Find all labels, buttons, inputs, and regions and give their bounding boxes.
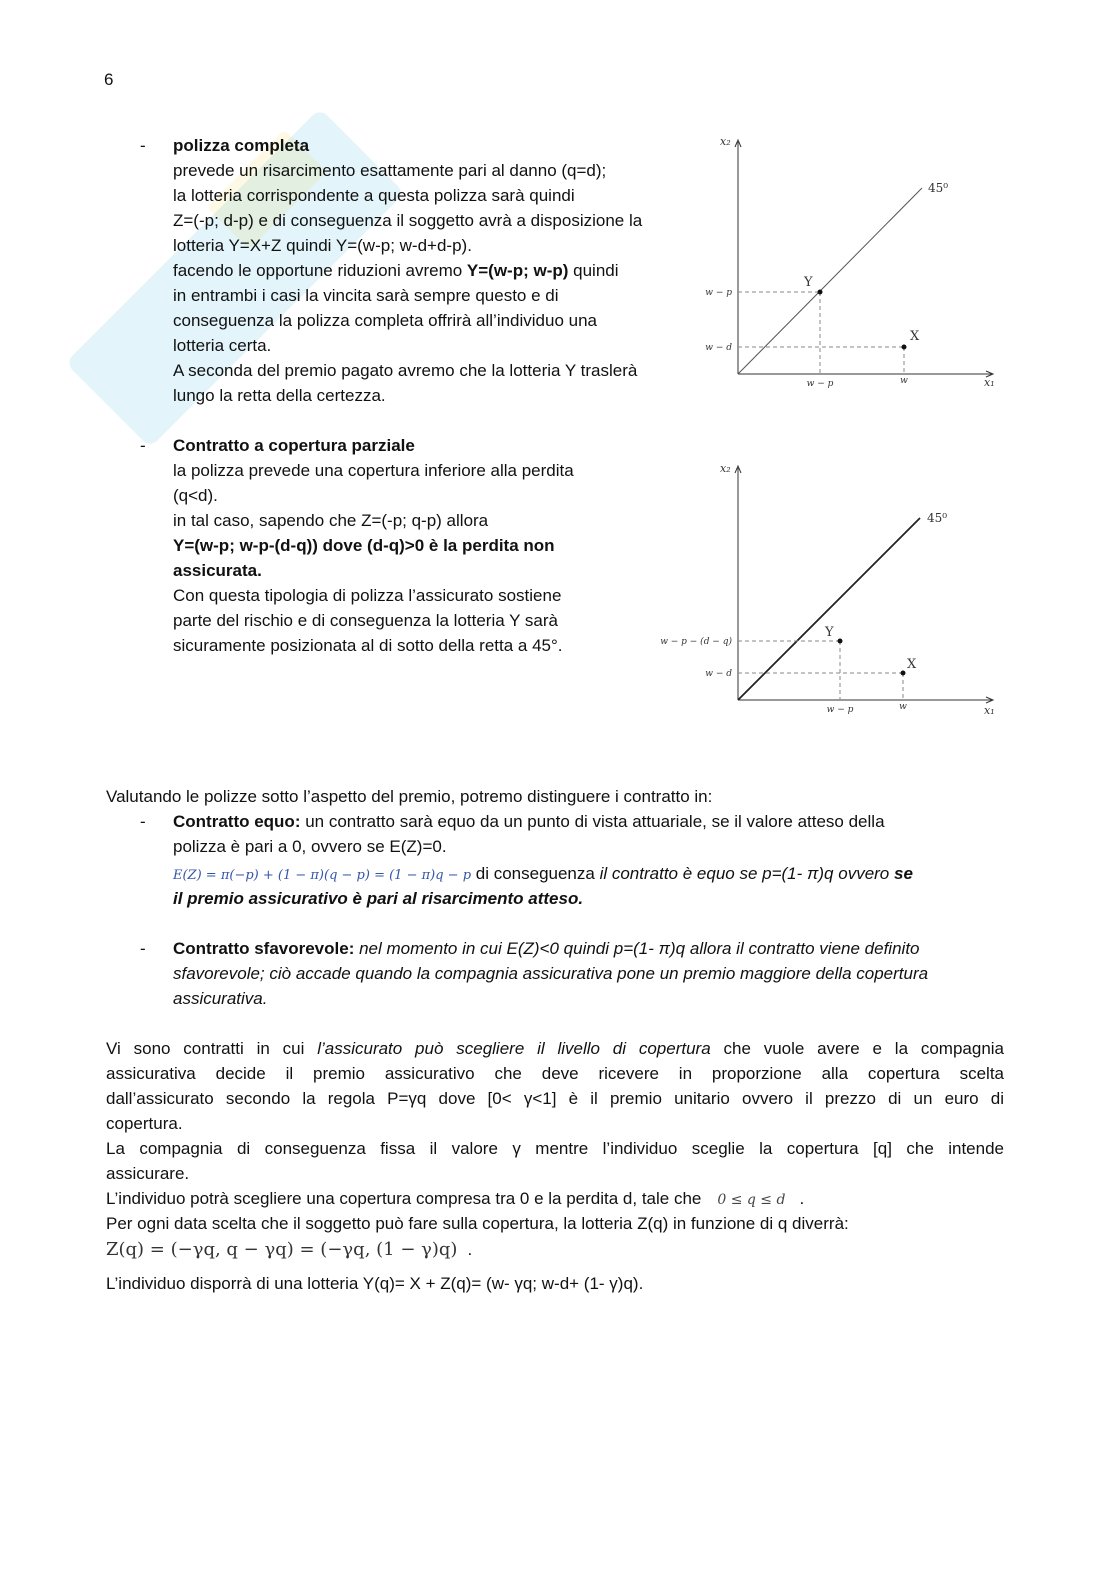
text-line: prevede un risarcimento esattamente pari al danno (q=d); <box>173 161 607 180</box>
text-line: facendo le opportune riduzioni avremo Y=(w-p; w-p) quindi <box>173 261 619 280</box>
bullet: - <box>140 136 146 155</box>
text-line: L’individuo potrà scegliere una copertura compresa tra 0 e la perdita d, tale che 0 ≤ q ≤ d . <box>106 1189 805 1208</box>
y-tick-w-p-d-q: w − p − (d − q) <box>660 637 732 647</box>
point-X <box>902 345 907 350</box>
text-line: la polizza prevede una copertura inferiore alla perdita <box>173 461 574 480</box>
text-line: Y=(w-p; w-p-(d-q)) dove (d-q)>0 è la perdita non <box>173 536 555 555</box>
text-line: sfavorevole; ciò accade quando la compagnia assicurativa pone un premio maggiore della copertura <box>173 964 929 983</box>
y-tick-w-d: w − d <box>705 669 732 679</box>
text-line: (q<d). <box>173 486 218 505</box>
equo-formula: E(Z) = π(−p) + (1 − π)(q − p) = (1 − π)q − p <box>173 868 472 883</box>
text-line: in tal caso, sapendo che Z=(-p; q-p) allora <box>173 511 489 530</box>
text-line: dall’assicurato secondo la regola P=γq dove [0< γ<1] è il premio unitario ovvero il prezzo di un euro di <box>106 1089 1004 1108</box>
point-X <box>901 671 906 676</box>
text-line: parte del rischio e di conseguenza la lotteria Y sarà <box>173 611 558 630</box>
angle-label: 45⁰ <box>928 181 949 195</box>
text-line: copertura. <box>106 1114 183 1133</box>
text-line: Contratto equo: un contratto sarà equo da un punto di vista attuariale, se il valore atteso della <box>173 812 885 831</box>
text-line: E(Z) = π(−p) + (1 − π)(q − p) = (1 − π)q − p di conseguenza il contratto è equo se p=(1- π)q ovvero se <box>173 864 913 883</box>
point-Y <box>818 290 823 295</box>
lottery-formula: Z(q) = (−γq, q − γq) = (−γq, (1 − γ)q) <box>106 1239 458 1260</box>
text-line: Per ogni data scelta che il soggetto può fare sulla copertura, la lotteria Z(q) in funzione di q diverrà: <box>106 1214 849 1233</box>
x-tick-w-p: w − p <box>826 705 854 715</box>
bullet: - <box>140 939 146 958</box>
x-tick-w: w <box>900 376 908 386</box>
text-line: assicurare. <box>106 1164 190 1183</box>
text-line: Vi sono contratti in cui l’assicurato può scegliere il livello di copertura che vuole avere e la compagnia <box>106 1039 1005 1058</box>
text-line: A seconda del premio pagato avremo che la lotteria Y traslerà <box>173 361 638 380</box>
point-Y <box>838 639 843 644</box>
text-line: la lotteria corrispondente a questa polizza sarà quindi <box>173 186 575 205</box>
label-Y: Y <box>804 275 813 290</box>
range-formula: 0 ≤ q ≤ d <box>717 1192 786 1208</box>
text-line: polizza è pari a 0, ovvero se E(Z)=0. <box>173 837 447 856</box>
text-line: lotteria certa. <box>173 336 272 355</box>
y-axis-label: x₂ <box>720 462 731 475</box>
y-tick-w-p: w − p <box>705 288 732 298</box>
text-line: lotteria Y=X+Z quindi Y=(w-p; w-d+d-p). <box>173 236 472 255</box>
bullet: - <box>140 812 146 831</box>
x-tick-w-p: w − p <box>806 379 834 389</box>
x-tick-w: w <box>899 702 907 712</box>
section-title: Contratto a copertura parziale <box>173 436 415 455</box>
page-number: 6 <box>104 70 114 89</box>
label-X: X <box>910 329 920 344</box>
text-line: Contratto sfavorevole: nel momento in cui E(Z)<0 quindi p=(1- π)q allora il contratto viene definito <box>173 939 920 958</box>
text-line: Con questa tipologia di polizza l’assicurato sostiene <box>173 586 562 605</box>
y-tick-w-d: w − d <box>705 343 732 353</box>
text-line: La compagnia di conseguenza fissa il valore γ mentre l’individuo sceglie la copertura [q] che intende <box>106 1139 1004 1158</box>
section-title: polizza completa <box>173 136 310 155</box>
text-line: Z(q) = (−γq, q − γq) = (−γq, (1 − γ)q) . <box>106 1239 473 1260</box>
intro-line: Valutando le polizze sotto l’aspetto del premio, potremo distinguere i contratto in: <box>106 787 713 806</box>
text-line: L’individuo disporrà di una lotteria Y(q)= X + Z(q)= (w- γq; w-d+ (1- γ)q). <box>106 1274 644 1293</box>
text-line: conseguenza la polizza completa offrirà all’individuo una <box>173 311 598 330</box>
x-axis-label: x₁ <box>984 704 995 717</box>
text-line: sicuramente posizionata al di sotto della retta a 45°. <box>173 636 563 655</box>
text-line: in entrambi i casi la vincita sarà sempre questo e di <box>173 286 559 305</box>
label-Y: Y <box>825 625 834 640</box>
text-line: assicurativa. <box>173 989 268 1008</box>
y-axis-label: x₂ <box>720 135 731 148</box>
label-X: X <box>907 657 917 672</box>
text-line: Z=(-p; d-p) e di conseguenza il soggetto avrà a disposizione la <box>173 211 643 230</box>
graph-polizza-completa <box>690 128 1010 393</box>
text-line: lungo la retta della certezza. <box>173 386 386 405</box>
angle-label: 45⁰ <box>927 511 948 525</box>
x-axis-label: x₁ <box>984 376 995 389</box>
text-line: assicurata. <box>173 561 262 580</box>
bullet: - <box>140 436 146 455</box>
graph-copertura-parziale <box>650 458 1010 720</box>
text-line: il premio assicurativo è pari al risarcimento atteso. <box>173 889 584 908</box>
text-line: assicurativa decide il premio assicurativo che deve ricevere in proporzione alla copertura scelta <box>106 1064 1004 1083</box>
